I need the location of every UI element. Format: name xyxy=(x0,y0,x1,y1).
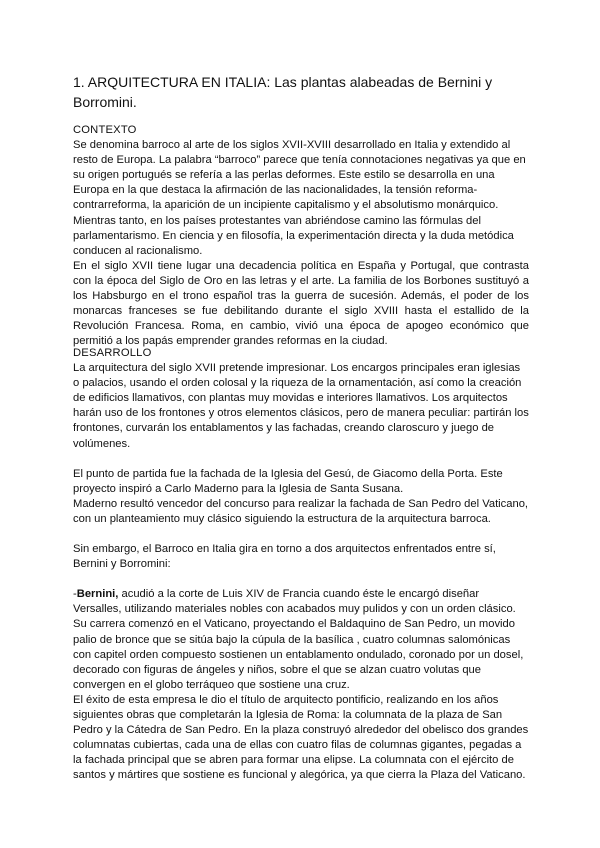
spacer xyxy=(73,527,529,542)
bernini-paragraph xyxy=(73,587,529,617)
desarrollo-section xyxy=(73,346,529,783)
contexto-heading: CONTEXTO xyxy=(73,124,137,136)
desarrollo-paragraph-2: El punto de partida fue la fachada de la Iglesia del Gesú, de Giacomo della Porta. Este proyecto inspiró a Carlo Maderno para la Iglesia de Santa Susana. xyxy=(73,467,503,495)
spacer xyxy=(73,572,529,587)
contexto-paragraph-1: Se denomina barroco al arte de los siglos XVII-XVIII desarrollado en Italia y extendido al resto de Europa. La palabra “barroco” parece que tenía connotaciones negativas ya que en su origen portugués se refería a las perlas deformes. Este estilo se desarrolla en una Europa en la que destaca la afirmación de las nacionalidades, la tensión reforma-contrarreforma, la aparición de un incipiente capitalismo y el absolutismo monárquico. Mientras tanto, en los países protestantes van abriéndose camino las fórmulas del parlamentarismo. En ciencia y en filosofía, la experimentación directa y la duda metódica conducen al racionalismo. xyxy=(73,139,526,257)
desarrollo-paragraph-4: Sin embargo, el Barroco en Italia gira en torno a dos arquitectos enfrentados entre sí, Bernini y Borromini: xyxy=(73,543,496,571)
desarrollo-paragraph-1: La arquitectura del siglo XVII pretende impresionar. Los encargos principales eran iglesias o palacios, usando el orden colosal y la riqueza de la ornamentación, así como la creación de edificios llamativos, con plantas muy movidas e interiores llamativos. Los arquitectos harán uso de los frontones y otros elementos clásicos, pero de manera peculiar: partirán los frontones, curvarán los entablamentos y las fachadas, creando claroscuro y juego de volúmenes. xyxy=(73,362,529,450)
contexto-section xyxy=(73,123,529,349)
desarrollo-paragraph-3: Maderno resultó vencedor del concurso para realizar la fachada de San Pedro del Vaticano, con un planteamiento muy clásico siguiendo la estructura de la arquitectura barroca. xyxy=(73,497,529,525)
bernini-name: Bernini, xyxy=(76,588,119,601)
desarrollo-heading: DESARROLLO xyxy=(73,347,152,359)
desarrollo-paragraph-5: Su carrera comenzó en el Vaticano, proyectando el Baldaquino de San Pedro, un movido palio de bronce que se sitúa bajo la cúpula de la basílica , cuatro columnas salomónicas con capitel orden compuesto sostienen un entablamento ondulado, coronado por un dosel, decorado con figuras de ángeles y niños, sobre el que se alzan cuatro volutas que convergen en el globo terráqueo que sostiene una cruz. xyxy=(73,618,524,691)
bernini-text: acudió a la corte de Luis XIV de Francia cuando éste le encargó diseñar Versalles, utilizando materiales nobles con acabados muy pulidos y con un orden clásico. xyxy=(73,588,516,616)
document-title: 1. ARQUITECTURA EN ITALIA: Las plantas alabeadas de Bernini y Borromini. xyxy=(73,74,493,110)
desarrollo-paragraph-6: El éxito de esta empresa le dio el título de arquitecto pontificio, realizando en los años siguientes obras que completarán la Iglesia de Roma: la columnata de la plaza de San Pedro y la Cátedra de San Pedro. En la plaza construyó alrededor del obelisco dos grandes columnatas cubiertas, cada una de ellas con cuatro filas de columnas gigantes, pegadas a la fachada principal que se abren para formar una elipse. La columnata con el ejército de santos y mártires que sostiene es funcional y alegórica, ya que cierra la Plaza del Vaticano. xyxy=(73,693,529,782)
bernini-dash: - xyxy=(73,588,77,601)
contexto-paragraph-2: En el siglo XVII tiene lugar una decadencia política en España y Portugal, que contrasta con la época del Siglo de Oro en las letras y el arte. La familia de los Borbones sustituyó a los Habsburgo en el trono español tras la guerra de sucesión. Además, el poder de los monarcas franceses se fue debilitando durante el siglo XVIII hasta el estallido de la Revolución Francesa. Roma, en cambio, vivió una época de apogeo económico que permitió a los papás emprender grandes reformas en la ciudad. xyxy=(73,259,529,348)
spacer xyxy=(73,452,529,467)
